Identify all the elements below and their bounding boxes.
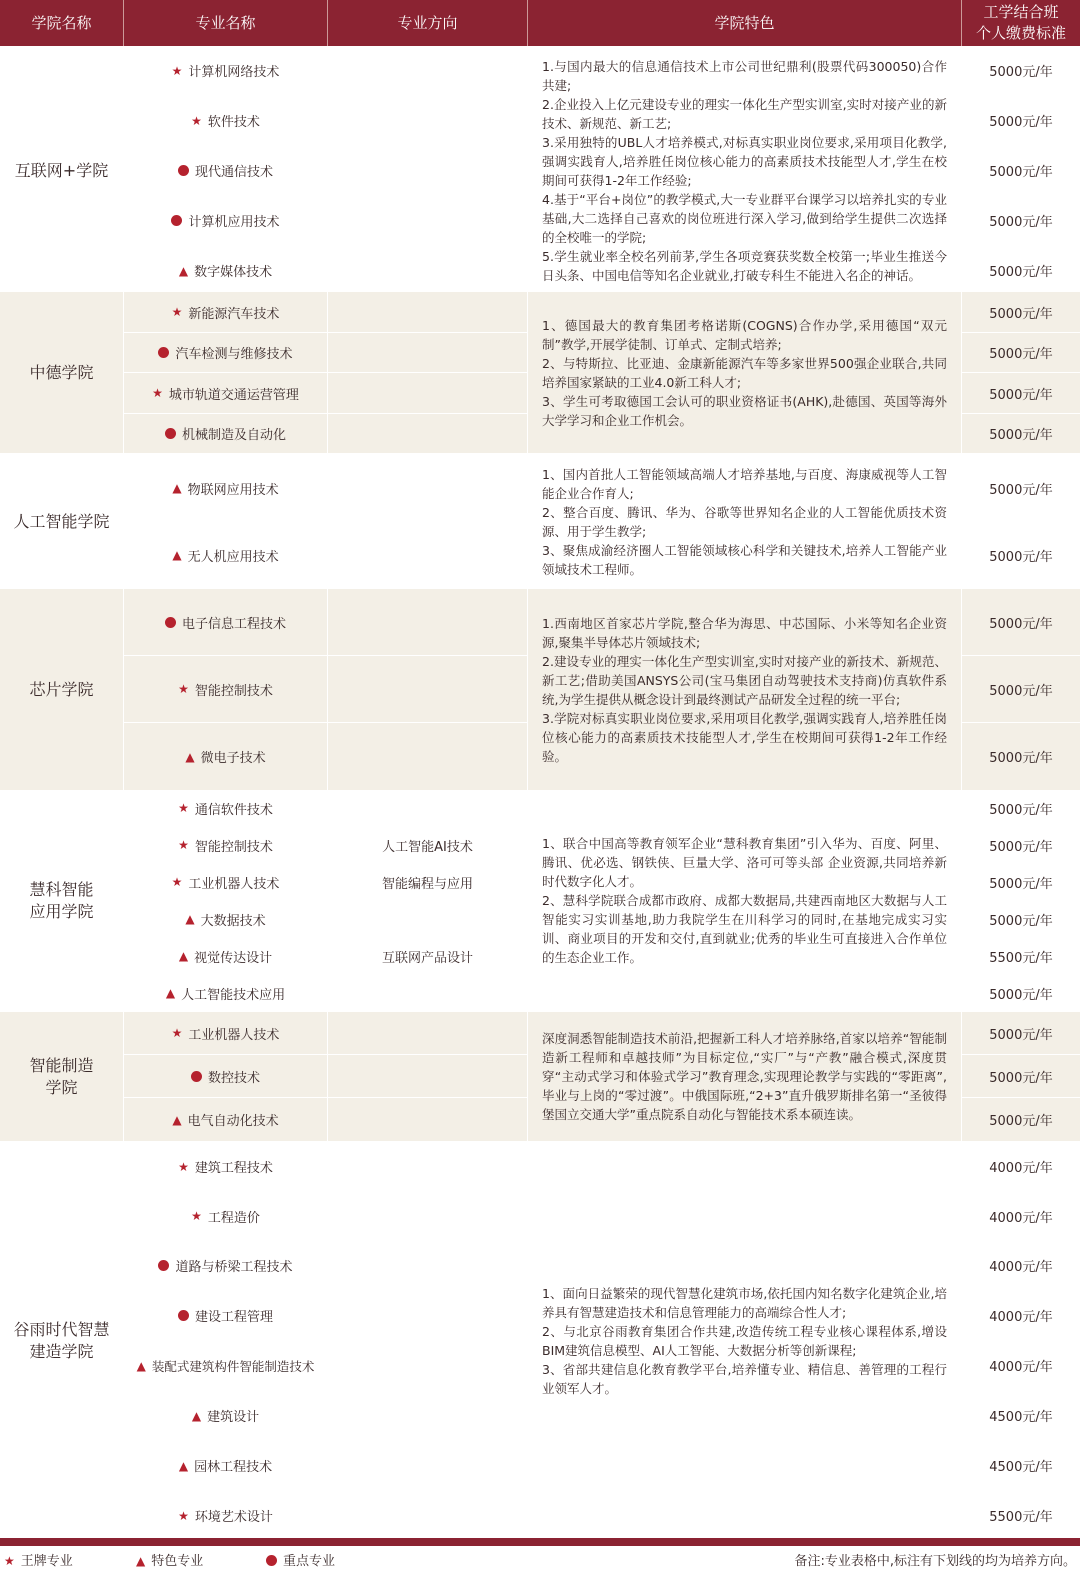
college-name-line: 慧科智能 [29, 879, 94, 899]
fee-value: 5000元/年 [989, 549, 1053, 565]
major-name: 工程造价 [207, 1210, 260, 1226]
triangle-icon: ▲ [185, 749, 195, 764]
college-name: 芯片学院 [29, 679, 94, 699]
direction-cell [328, 146, 528, 196]
major-name: 微电子技术 [200, 751, 266, 766]
direction-cell [328, 938, 528, 975]
direction-cell [328, 901, 528, 938]
direction-cell [328, 1491, 528, 1541]
dot-icon [158, 1260, 169, 1271]
feature-paragraph: 2、整合百度、腾讯、华为、谷歌等世界知名企业的人工智能优质技术资源、用于学生教学; [542, 504, 947, 539]
college-name-cell [0, 46, 124, 296]
feature-paragraph: 1、德国最大的教育集团考格诺斯(COGNS)合作办学,采用德国“双元制”教学,开展学徒制、订单式、定制式培养; [542, 317, 947, 352]
major-cell [124, 938, 328, 975]
college-name: 人工智能学院 [13, 511, 110, 531]
triangle-icon: ▲ [136, 1358, 146, 1373]
major-name: 建设工程管理 [194, 1310, 273, 1325]
fee-cell [962, 292, 1080, 333]
major-cell [124, 1055, 328, 1098]
fee-cell [962, 975, 1080, 1012]
major-name: 工业机器人技术 [188, 1027, 280, 1043]
fee-cell [962, 1142, 1080, 1192]
major-name: 人工智能技术应用 [181, 987, 286, 1003]
feature-paragraph: 2、与北京谷雨教育集团合作共建,改造传统工程专业核心课程体系,增设BIM建筑信息模型、AI人工智能、大数据分析等创新课程; [542, 1324, 947, 1358]
fee-value: 5000元/年 [989, 876, 1053, 892]
direction-cell [328, 246, 528, 296]
fee-value: 4000元/年 [989, 1360, 1053, 1375]
major-name: 智能控制技术 [194, 683, 273, 699]
major-name: 无人机应用技术 [187, 549, 279, 565]
college-name-line: 学院 [45, 1077, 78, 1097]
college-name: 中德学院 [29, 362, 94, 382]
fee-value: 5500元/年 [989, 950, 1053, 966]
triangle-icon: ▲ [136, 1554, 146, 1568]
direction-cell [328, 414, 528, 454]
star-icon: ★ [4, 1554, 15, 1568]
legend-triangle [136, 1550, 203, 1569]
college-name-line: 应用学院 [29, 901, 94, 921]
major-cell [124, 455, 328, 522]
major-cell [124, 522, 328, 589]
college-name-line: 建造学院 [29, 1342, 94, 1361]
feature-paragraph: 2、慧科学院联合成都市政府、成都大数据局,共建西南地区大数据与人工智能实习实训基地,助力我院学生在川科学习的同时,在基地完成实习实训、商业项目的开发和交付,直到就业;优秀的毕业生可直接进入合作单位的生态企业工作。 [542, 893, 947, 965]
major-name: 软件技术 [207, 115, 260, 130]
feature-paragraph: 5.学生就业率全校名列前茅,学生各项竞赛获奖数全校第一;毕业生推送今日头条、中国电信等知名企业就业,打破专科生不能进入名企的神话。 [542, 248, 947, 283]
fee-cell [962, 196, 1080, 246]
feature-paragraph: 1、国内首批人工智能领域高端人才培养基地,与百度、海康威视等人工智能企业合作育人; [542, 466, 947, 501]
fee-cell [962, 414, 1080, 454]
college-name-cell [0, 1012, 124, 1142]
fee-value: 5000元/年 [989, 1114, 1053, 1129]
fee-cell [962, 1291, 1080, 1341]
feature-paragraph: 1、联合中国高等教育领军企业“慧科教育集团”引入华为、百度、阿里、腾讯、优必选、钢铁侠、巨量大学、洛可可等头部 企业资源,共同培养新时代数字化人才。 [542, 836, 947, 889]
feature-paragraph: 2、与特斯拉、比亚迪、金康新能源汽车等多家世界500强企业联合,共同培养国家紧缺的工业4.0新工科人才; [542, 355, 947, 390]
fee-cell [962, 790, 1080, 827]
feature-paragraph: 4.基于“平台+岗位”的教学模式,大一专业群平台课学习以培养扎实的专业基础,大二选择自己喜欢的岗位班进行深入学习,做到给学生提供二次选择的全校唯一的学院; [542, 191, 947, 245]
major-cell [124, 656, 328, 723]
fee-value: 5000元/年 [989, 165, 1053, 180]
fee-value: 4500元/年 [989, 1460, 1053, 1475]
dot-icon [178, 165, 189, 176]
major-cell [124, 146, 328, 196]
feature-paragraph: 3、学生可考取德国工会认可的职业资格证书(AHK),赴德国、英国等海外大学学习和企业工作机会。 [542, 393, 947, 428]
fee-cell [962, 1491, 1080, 1541]
direction-name: 人工智能AI技术 [382, 839, 473, 855]
fee-value: 5000元/年 [989, 306, 1053, 322]
major-cell [124, 901, 328, 938]
direction-cell [328, 1391, 528, 1441]
major-cell [124, 1241, 328, 1291]
triangle-icon: ▲ [185, 912, 195, 926]
fee-value: 4000元/年 [989, 1260, 1053, 1275]
fee-cell [962, 1055, 1080, 1098]
major-name: 建筑设计 [207, 1410, 260, 1425]
college-features [528, 1012, 962, 1142]
major-name: 通信软件技术 [194, 802, 273, 818]
triangle-icon: ▲ [172, 1112, 182, 1127]
direction-cell [328, 589, 528, 656]
direction-cell [328, 1341, 528, 1391]
major-name: 道路与桥梁工程技术 [175, 1260, 293, 1275]
college-features [528, 589, 962, 791]
star-icon: ★ [178, 682, 189, 696]
fee-value: 5000元/年 [989, 65, 1053, 80]
fee-cell [962, 1441, 1080, 1491]
major-name: 园林工程技术 [194, 1460, 273, 1475]
legend-dot [266, 1550, 335, 1569]
fee-cell [962, 246, 1080, 296]
fee-cell [962, 1241, 1080, 1291]
fee-value: 4000元/年 [989, 1161, 1053, 1176]
fee-value: 5000元/年 [989, 387, 1053, 403]
direction-name: 智能编程与应用 [381, 876, 473, 892]
major-name: 计算机应用技术 [188, 215, 280, 230]
fee-cell [962, 1341, 1080, 1391]
dot-icon [165, 428, 176, 439]
major-name: 环境艺术设计 [194, 1510, 273, 1525]
major-cell [124, 589, 328, 656]
fee-cell [962, 864, 1080, 901]
triangle-icon: ▲ [165, 986, 176, 1000]
major-cell [124, 790, 328, 827]
fee-cell [962, 373, 1080, 414]
direction-cell [328, 656, 528, 723]
direction-cell [328, 1012, 528, 1055]
feature-paragraph: 3.学院对标真实职业岗位要求,采用项目化教学,强调实践育人,培养胜任岗位核心能力的高素质技术技能型人才,学生在校期间可获得1-2年工作经验。 [542, 710, 947, 764]
star-icon: ★ [171, 305, 183, 319]
major-name: 新能源汽车技术 [188, 306, 280, 322]
header-features: 学院特色 [528, 0, 962, 46]
fee-value: 5500元/年 [989, 1510, 1053, 1525]
direction-cell [328, 1192, 528, 1241]
fee-value: 5000元/年 [989, 839, 1053, 855]
legend-dot-label: 重点专业 [283, 1554, 336, 1569]
major-name: 数字媒体技术 [194, 265, 273, 280]
major-cell [124, 1098, 328, 1142]
star-icon: ★ [191, 113, 202, 128]
dot-icon [178, 1310, 189, 1321]
major-cell [124, 373, 328, 414]
fee-cell [962, 333, 1080, 373]
major-name: 工业机器人技术 [188, 876, 280, 892]
fee-value: 5000元/年 [989, 751, 1053, 766]
direction-cell [328, 373, 528, 414]
feature-paragraph: 1.与国内最大的信息通信技术上市公司世纪鼎利(股票代码300050)合作共建; [542, 58, 947, 93]
major-cell [124, 1142, 328, 1192]
fee-cell [962, 827, 1080, 864]
triangle-icon: ▲ [178, 263, 189, 278]
college-features [528, 455, 962, 589]
college-name-cell [0, 1142, 124, 1541]
fee-value: 5000元/年 [989, 1070, 1053, 1086]
college-features [528, 292, 962, 454]
major-name: 城市轨道交通运营管理 [168, 387, 299, 403]
major-cell [124, 1491, 328, 1541]
fee-value: 5000元/年 [989, 215, 1053, 230]
header-fee-line1: 工学结合班 [983, 3, 1059, 21]
fee-value: 5000元/年 [989, 482, 1053, 498]
college-name-line: 智能制造 [29, 1055, 94, 1075]
direction-cell [328, 1241, 528, 1291]
fee-cell [962, 455, 1080, 522]
direction-cell [328, 1142, 528, 1192]
fee-cell [962, 1391, 1080, 1441]
feature-paragraph: 2.企业投入上亿元建设专业的理实一体化生产型实训室,实时对接产业的新技术、新规范、新工艺; [542, 96, 947, 131]
feature-paragraph: 1、面向日益繁荣的现代智慧化建筑市场,依托国内知名数字化建筑企业,培养具有智慧建造技术和信息管理能力的高端综合性人才; [542, 1286, 947, 1320]
legend-triangle-label: 特色专业 [151, 1554, 204, 1569]
major-cell [124, 1012, 328, 1055]
major-name: 数控技术 [207, 1070, 260, 1086]
dot-icon [191, 1071, 202, 1082]
triangle-icon: ▲ [178, 1458, 189, 1473]
footnote: 备注:专业表格中,标注有下划线的均为培养方向。 [794, 1554, 1076, 1569]
major-cell [124, 333, 328, 373]
triangle-icon: ▲ [172, 481, 182, 495]
dot-icon [165, 617, 176, 628]
college-name-line: 谷雨时代智慧 [13, 1320, 110, 1339]
fee-value: 5000元/年 [989, 802, 1053, 818]
fee-value: 4500元/年 [989, 1410, 1053, 1425]
fee-value: 5000元/年 [989, 347, 1053, 362]
fee-cell [962, 589, 1080, 656]
fee-cell [962, 1192, 1080, 1241]
college-features [528, 1142, 962, 1541]
dot-icon [158, 347, 169, 358]
fee-cell [962, 1098, 1080, 1142]
feature-paragraph: 2.建设专业的理实一体化生产型实训室,实时对接产业的新技术、新规范、新工艺;借助美国ANSYS公司(宝马集团自动驾驶技术支持商)仿真软件系统,为学生提供从概念设计到最终测试产品研发全过程的统一平台; [542, 653, 947, 707]
direction-cell [328, 46, 528, 96]
header-major: 专业名称 [124, 0, 328, 46]
fee-cell [962, 46, 1080, 96]
direction-name: 互联网产品设计 [381, 950, 473, 966]
fee-cell [962, 1012, 1080, 1055]
major-name: 计算机网络技术 [188, 65, 280, 80]
star-icon: ★ [171, 63, 183, 78]
legend-star-label: 王牌专业 [20, 1554, 73, 1569]
direction-cell [328, 864, 528, 901]
direction-cell [328, 455, 528, 522]
star-icon: ★ [152, 386, 163, 400]
major-cell [124, 864, 328, 901]
fee-value: 5000元/年 [989, 1027, 1053, 1043]
major-cell [124, 723, 328, 791]
direction-cell [328, 723, 528, 791]
triangle-icon: ▲ [178, 949, 189, 963]
major-cell [124, 1391, 328, 1441]
direction-cell [328, 333, 528, 373]
feature-paragraph: 深度洞悉智能制造技术前沿,把握新工科人才培养脉络,首家以培养“智能制造新工程师和卓越技师”为目标定位,“实厂”与“产教”融合模式,深度贯穿“主动式学习和体验式学习”教育理念,实现理论教学与实践的“零距离”,毕业与上岗的“零过渡”。中俄国际班,“2+3”直升俄罗斯排名第一“圣彼得堡国立交通大学”重点院系自动化与智能技术系本硕连读。 [542, 1031, 947, 1122]
direction-cell [328, 1055, 528, 1098]
fee-value: 5000元/年 [989, 616, 1053, 632]
star-icon: ★ [171, 875, 183, 889]
direction-cell [328, 790, 528, 827]
star-icon: ★ [191, 1209, 202, 1223]
header-fee-line2: 个人缴费标准 [975, 24, 1066, 42]
direction-cell [328, 292, 528, 333]
major-name: 视觉传达设计 [194, 950, 273, 966]
major-cell [124, 196, 328, 246]
header-college: 学院名称 [0, 0, 124, 46]
major-cell [124, 1341, 328, 1391]
major-name: 物联网应用技术 [187, 482, 279, 498]
major-name: 建筑工程技术 [194, 1161, 273, 1176]
fee-value: 5000元/年 [989, 428, 1053, 443]
direction-cell [328, 196, 528, 246]
header-direction: 专业方向 [328, 0, 528, 46]
college-features [528, 790, 962, 1012]
direction-cell [328, 96, 528, 146]
feature-paragraph: 3、聚焦成渝经济圈人工智能领域核心科学和关键技术,培养人工智能产业领域技术工程师。 [542, 542, 947, 577]
fee-value: 5000元/年 [989, 683, 1053, 699]
major-name: 电气自动化技术 [187, 1114, 279, 1129]
star-icon: ★ [178, 1508, 189, 1523]
college-name: 互联网+学院 [14, 160, 109, 180]
star-icon: ★ [178, 1159, 189, 1174]
college-name-cell [0, 455, 124, 589]
fee-value: 4000元/年 [989, 1210, 1053, 1226]
fee-cell [962, 938, 1080, 975]
triangle-icon: ▲ [172, 548, 182, 562]
major-cell [124, 414, 328, 454]
fee-value: 5000元/年 [989, 913, 1053, 929]
college-name-cell [0, 589, 124, 791]
direction-cell [328, 522, 528, 589]
major-cell [124, 975, 328, 1012]
fee-value: 5000元/年 [989, 115, 1053, 130]
fee-value: 5000元/年 [989, 265, 1053, 280]
fee-value: 4000元/年 [989, 1310, 1053, 1325]
major-cell [124, 46, 328, 96]
feature-paragraph: 1.西南地区首家芯片学院,整合华为海思、中芯国际、小米等知名企业资源,聚集半导体芯片领域技术; [542, 615, 947, 650]
footer-bar [0, 1538, 1080, 1546]
direction-cell [328, 1291, 528, 1341]
direction-cell [328, 1098, 528, 1142]
star-icon: ★ [178, 801, 189, 815]
dot-icon [266, 1555, 277, 1566]
star-icon: ★ [171, 1026, 183, 1040]
college-name-cell [0, 790, 124, 1012]
major-name: 汽车检测与维修技术 [175, 347, 293, 362]
direction-cell [328, 827, 528, 864]
legend-star [4, 1550, 73, 1569]
major-cell [124, 1291, 328, 1341]
feature-paragraph: 3.采用独特的UBL人才培养模式,对标真实职业岗位要求,采用项目化教学,强调实践育人,培养胜任岗位核心能力的高素质技术技能型人才,学生在校期间可获得1-2年工作经验; [542, 134, 947, 188]
college-name-cell [0, 292, 124, 454]
college-features [528, 46, 962, 296]
header-fee [962, 0, 1080, 46]
major-name: 装配式建筑构件智能制造技术 [151, 1358, 315, 1374]
major-name: 电子信息工程技术 [181, 616, 286, 632]
fee-cell [962, 656, 1080, 723]
major-cell [124, 1441, 328, 1491]
major-cell [124, 96, 328, 146]
direction-cell [328, 975, 528, 1012]
fee-cell [962, 146, 1080, 196]
major-name: 现代通信技术 [194, 165, 273, 180]
dot-icon [171, 215, 182, 226]
star-icon: ★ [178, 838, 189, 852]
major-cell [124, 1192, 328, 1241]
major-name: 机械制造及自动化 [181, 428, 286, 443]
feature-paragraph: 3、省部共建信息化教育教学平台,培养懂专业、精信息、善管理的工程行业领军人才。 [542, 1362, 947, 1396]
fee-value: 5000元/年 [989, 987, 1053, 1003]
major-name: 智能控制技术 [194, 839, 273, 855]
major-cell [124, 827, 328, 864]
triangle-icon: ▲ [191, 1408, 202, 1423]
fee-cell [962, 522, 1080, 589]
major-cell [124, 292, 328, 333]
major-name: 大数据技术 [200, 913, 266, 929]
fee-cell [962, 96, 1080, 146]
fee-cell [962, 901, 1080, 938]
major-cell [124, 246, 328, 296]
fee-cell [962, 723, 1080, 791]
direction-cell [328, 1441, 528, 1491]
